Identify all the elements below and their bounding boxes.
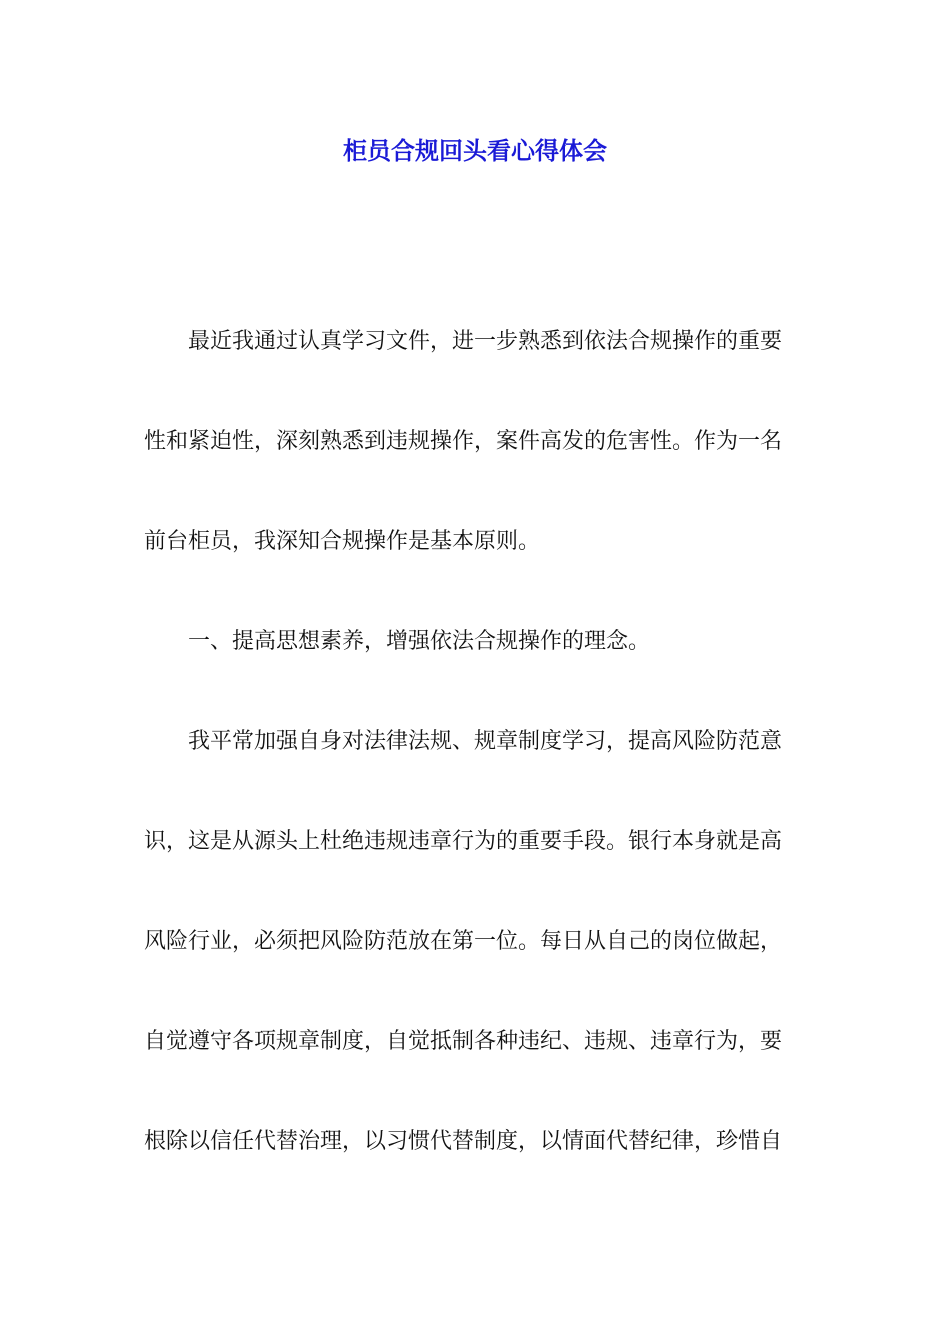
paragraph-line: 自觉遵守各项规章制度，自觉抵制各种违纪、违规、违章行为，要 xyxy=(144,1029,783,1054)
paragraph-line: 最近我通过认真学习文件，进一步熟悉到依法合规操作的重要 xyxy=(188,329,783,354)
paragraph-line: 识，这是从源头上杜绝违规违章行为的重要手段。银行本身就是高 xyxy=(144,829,783,854)
paragraph-line: 风险行业，必须把风险防范放在第一位。每日从自己的岗位做起， xyxy=(144,929,783,954)
paragraph-line: 根除以信任代替治理，以习惯代替制度，以情面代替纪律，珍惜自 xyxy=(144,1129,783,1154)
document-body xyxy=(144,292,806,1192)
document-title: 柜员合规回头看心得体会 xyxy=(343,137,607,165)
section-heading: 一、提高思想素养，增强依法合规操作的理念。 xyxy=(188,629,651,654)
paragraph-line: 前台柜员，我深知合规操作是基本原则。 xyxy=(144,529,541,554)
paragraph-line: 我平常加强自身对法律法规、规章制度学习，提高风险防范意 xyxy=(188,729,783,754)
paragraph-line: 性和紧迫性，深刻熟悉到违规操作，案件高发的危害性。作为一名 xyxy=(144,429,783,454)
